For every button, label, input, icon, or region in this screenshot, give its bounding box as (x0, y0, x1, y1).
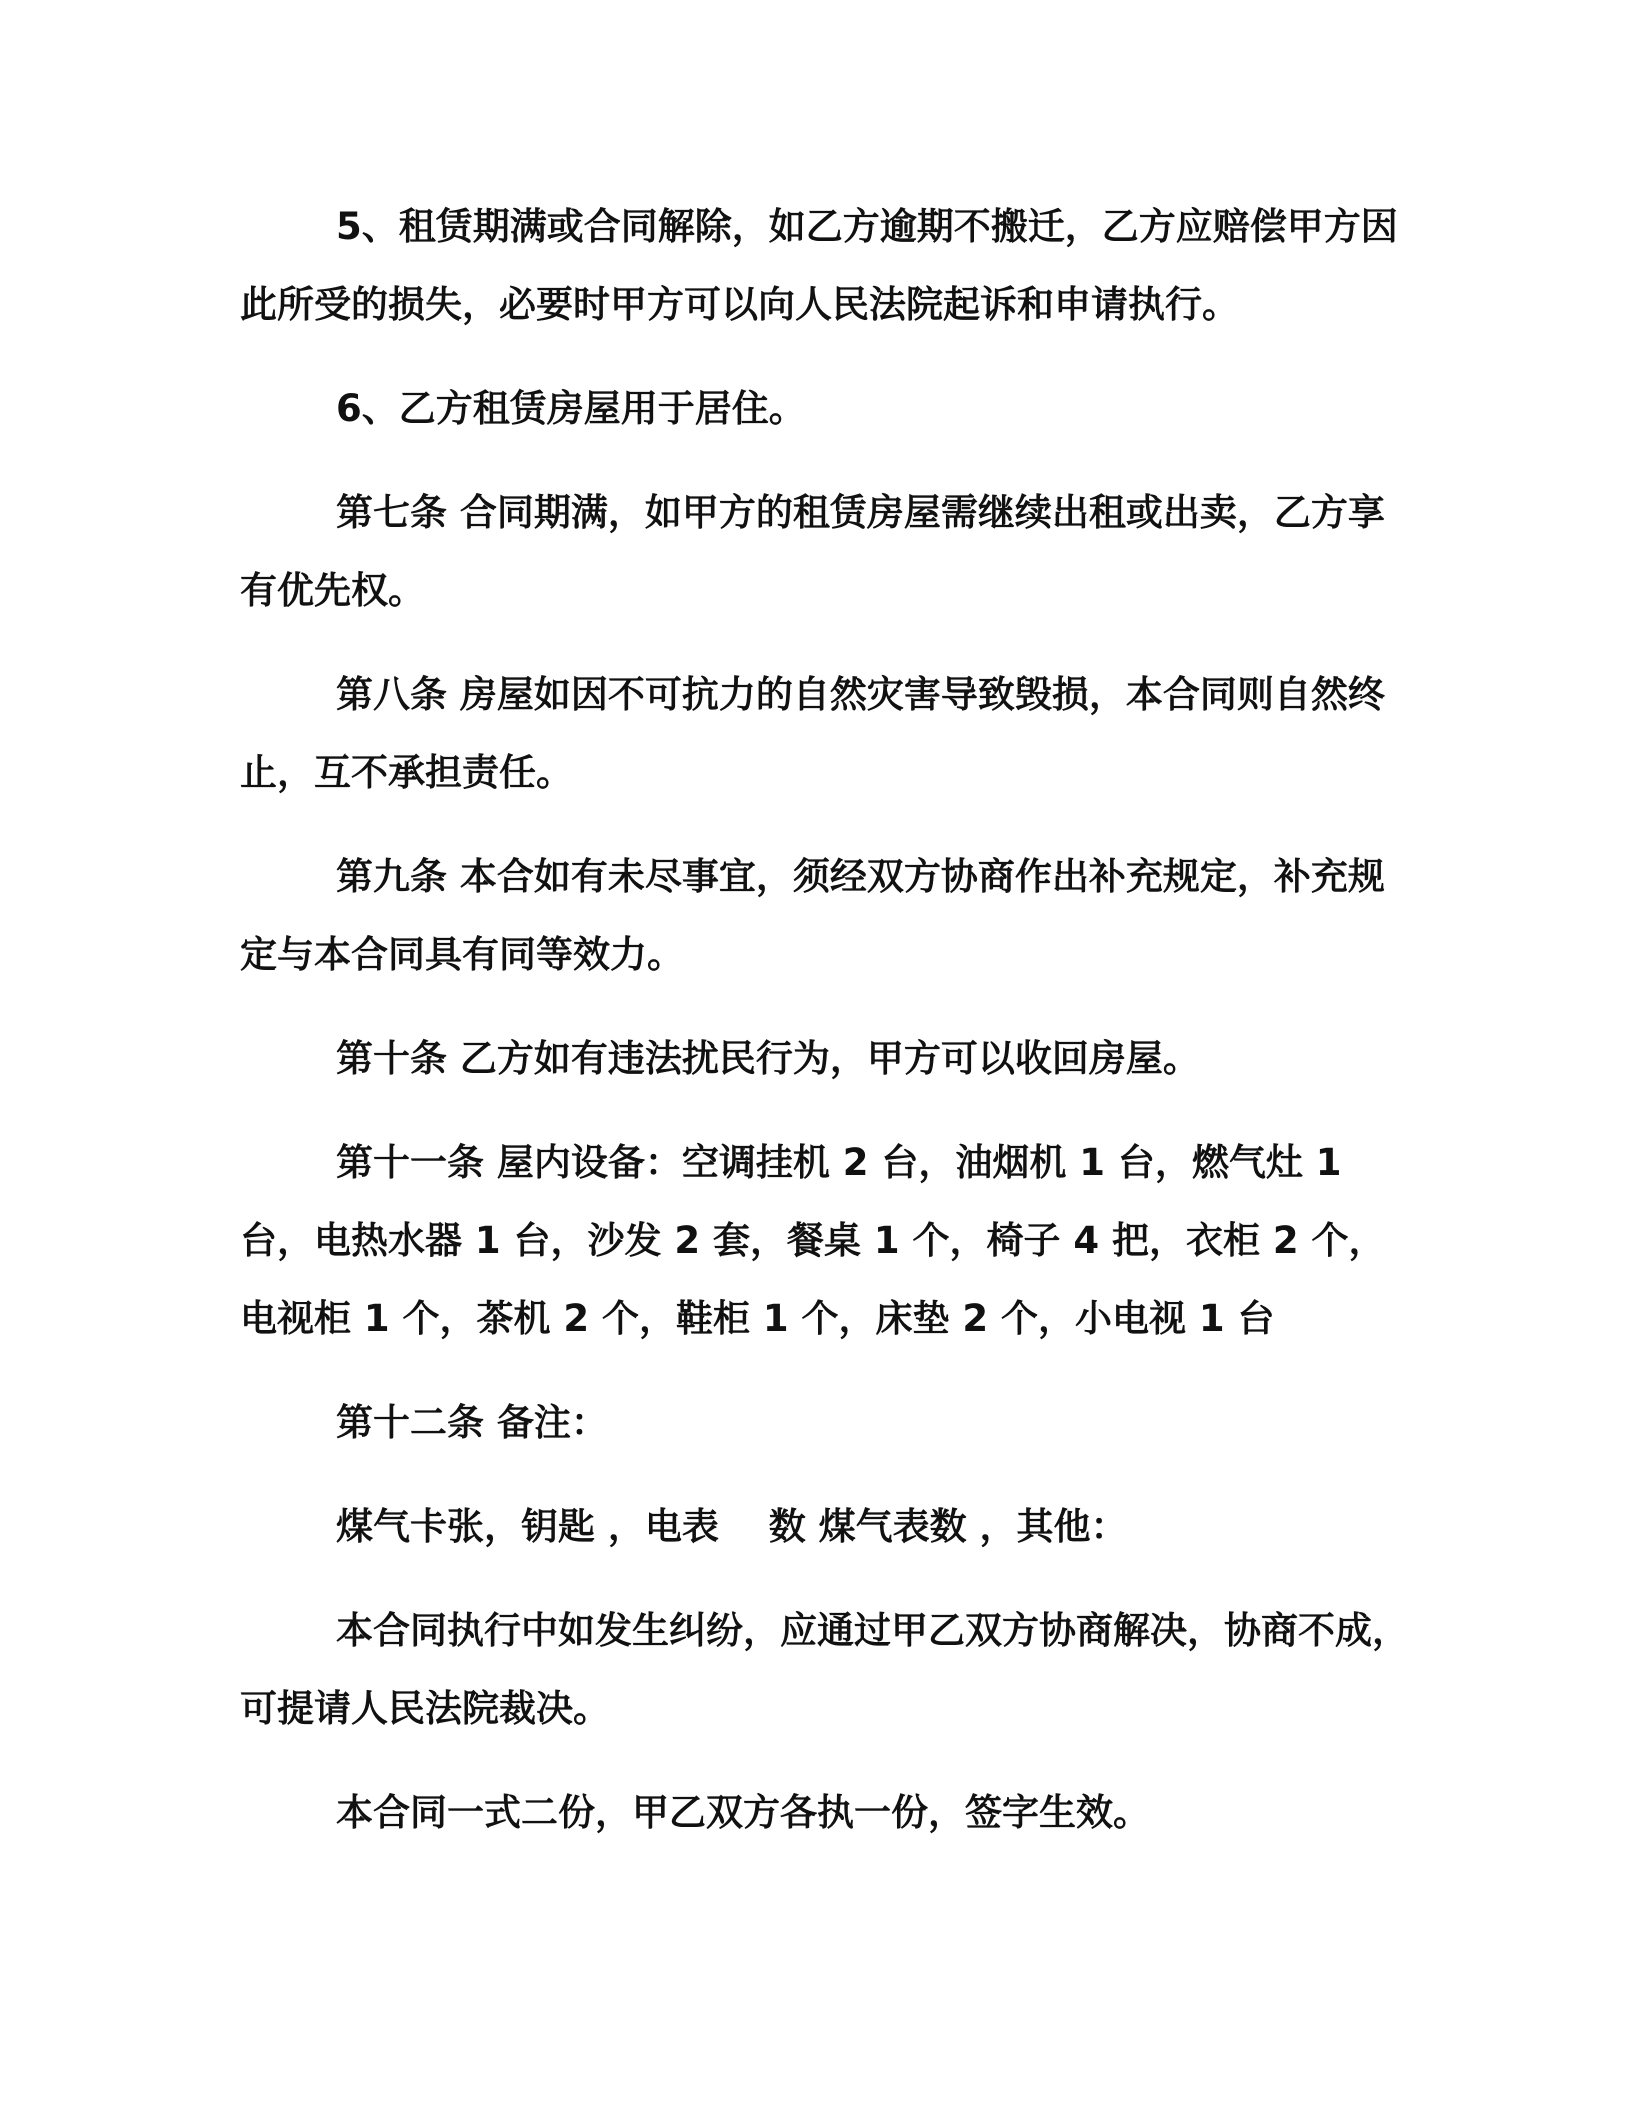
clause-5-paragraph: 5、租赁期满或合同解除，如乙方逾期不搬迁，乙方应赔偿甲方因此所受的损失，必要时甲方可以向人民法院起诉和申请执行。 (240, 205, 1398, 326)
article-8-paragraph: 第八条 房屋如因不可抗力的自然灾害导致毁损，本合同则自然终止，互不承担责任。 (240, 673, 1385, 794)
article-11-equipment-paragraph: 第十一条 屋内设备：空调挂机 2 台，油烟机 1 台，燃气灶 1 台，电热水器 1 台，沙发 2 套，餐桌 1 个，椅子 4 把，衣柜 2 个，电视柜 1 个，茶机 2 个，鞋柜 1 个，床垫 2 个，小电视 1 台 (240, 1141, 1386, 1340)
clause-6-paragraph: 6、乙方租赁房屋用于居住。 (336, 387, 806, 430)
document-body (240, 188, 1412, 1878)
article-9-paragraph: 第九条 本合如有未尽事宜，须经双方协商作出补充规定，补充规定与本合同具有同等效力。 (240, 855, 1385, 976)
article-10-paragraph: 第十条 乙方如有违法扰民行为，甲方可以收回房屋。 (336, 1037, 1200, 1080)
copies-effect-paragraph: 本合同一式二份，甲乙双方各执一份，签字生效。 (336, 1791, 1150, 1834)
dispute-resolution-paragraph: 本合同执行中如发生纠纷，应通过甲乙双方协商解决，协商不成，可提请人民法院裁决。 (240, 1609, 1409, 1730)
remarks-items-line: 煤气卡张，钥匙 ，电表 数 煤气表数 ，其他： (336, 1505, 1128, 1548)
article-12-remarks-heading: 第十二条 备注： (336, 1401, 608, 1444)
article-7-paragraph: 第七条 合同期满，如甲方的租赁房屋需继续出租或出卖，乙方享有优先权。 (240, 491, 1385, 612)
